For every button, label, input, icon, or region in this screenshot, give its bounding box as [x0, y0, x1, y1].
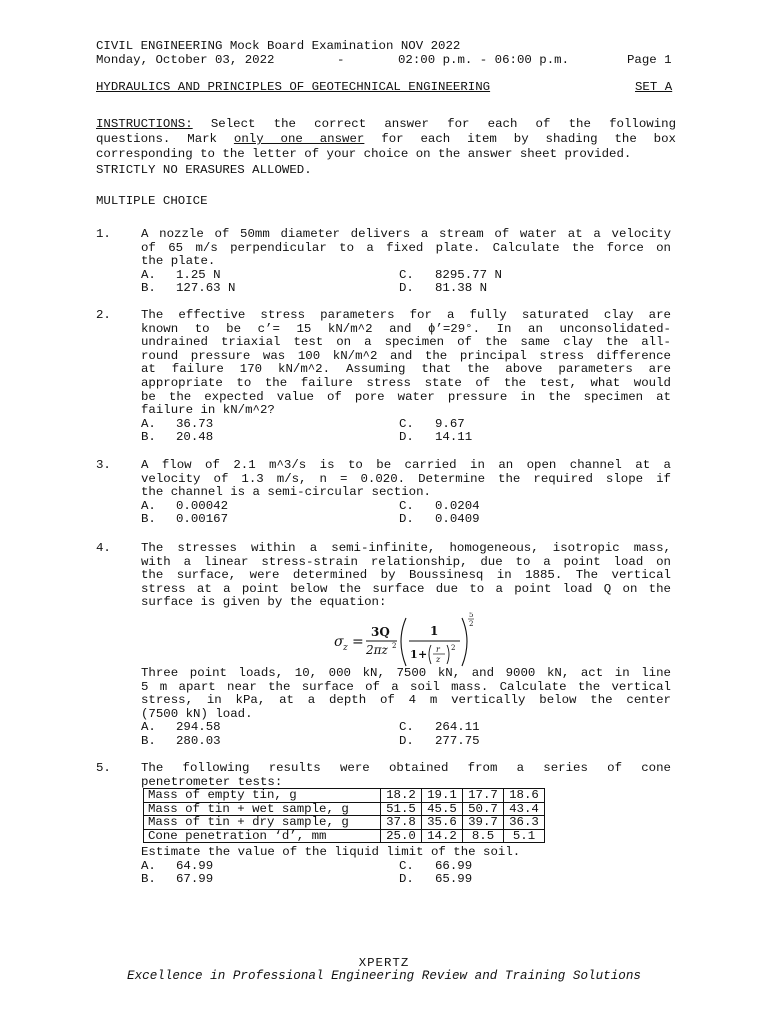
- choice-letter: D.: [399, 512, 414, 527]
- choice-letter: B.: [141, 512, 156, 527]
- instructions-text: questions. Mark: [96, 132, 217, 146]
- choice-b: 280.03: [176, 733, 221, 748]
- question-text: the surface, were determined by Boussinesq in 1885. The vertical: [141, 568, 671, 583]
- table-cell: 8.5: [463, 829, 504, 843]
- choice-row: [141, 418, 671, 432]
- table-cell: 18.2: [381, 789, 422, 803]
- table-cell: 14.2: [422, 829, 463, 843]
- choice-d: 277.75: [435, 733, 480, 748]
- formula-sigma-sub: z: [343, 643, 348, 653]
- choice-row: [141, 269, 671, 283]
- question-number: 5.: [96, 761, 111, 775]
- table-row: [144, 802, 545, 816]
- choice-letter: C.: [399, 720, 414, 735]
- choice-d: 0.0409: [435, 512, 480, 527]
- question-4: [141, 542, 671, 610]
- question-number: 4.: [96, 541, 111, 555]
- footer-tagline: Excellence in Professional Engineering Review and Training Solutions: [127, 969, 641, 983]
- choice-d: 81.38 N: [435, 281, 488, 296]
- formula-z: z: [436, 655, 441, 664]
- choice-letter: D.: [399, 872, 414, 887]
- boussinesq-formula: [330, 612, 490, 670]
- question-text: undrained triaxial test on a specimen of the same clay the all-: [141, 335, 671, 350]
- subject-title: HYDRAULICS AND PRINCIPLES OF GEOTECHNICAL ENGINEERING: [96, 80, 491, 94]
- choice-row: [141, 735, 671, 749]
- table-row-label: Mass of tin + dry sample, g: [144, 816, 381, 830]
- question-text: failure in kN/m^2?: [141, 403, 275, 418]
- question-text: 5 m apart near the surface of a soil mass. Calculate the vertical: [141, 679, 671, 694]
- formula-outer-exponent-den: 2: [469, 620, 474, 628]
- question-text: The following results were obtained from a series of cone: [141, 761, 671, 775]
- formula-denominator: 2πz: [366, 643, 388, 657]
- question-text: the plate.: [141, 254, 216, 269]
- choice-c: 0.0204: [435, 498, 480, 513]
- question-5: [141, 762, 671, 789]
- question-number: 1.: [96, 227, 111, 241]
- choice-b: 20.48: [176, 430, 214, 445]
- exam-time: 02:00 p.m. - 06:00 p.m.: [398, 53, 570, 67]
- table-cell: 36.3: [504, 816, 545, 830]
- choice-letter: D.: [399, 430, 414, 445]
- instructions-emphasis: only one answer: [233, 132, 365, 146]
- set-label: SET A: [635, 80, 673, 94]
- choice-letter: A.: [141, 858, 156, 873]
- table-cell: 37.8: [381, 816, 422, 830]
- choice-a: 0.00042: [176, 498, 229, 513]
- question-text: A nozzle of 50mm diameter delivers a stream of water at a velocity: [141, 227, 671, 241]
- table-row: [144, 789, 545, 803]
- page-number: Page 1: [627, 53, 672, 67]
- section-title: MULTIPLE CHOICE: [96, 194, 208, 208]
- choice-letter: C.: [399, 267, 414, 282]
- exam-dash: -: [337, 53, 345, 67]
- choice-c: 8295.77 N: [435, 267, 502, 282]
- question-3: [141, 459, 671, 527]
- choice-c: 264.11: [435, 720, 480, 735]
- formula-equals: =: [352, 634, 364, 650]
- formula-inner-numerator: 1: [430, 624, 439, 638]
- question-text: round pressure was 100 kN/m^2 and the principal stress difference: [141, 348, 671, 363]
- question-text: surface is given by the equation:: [141, 595, 387, 610]
- choice-row: [141, 431, 671, 445]
- question-text: A flow of 2.1 m^3/s is to be carried in an open channel at a: [141, 458, 671, 472]
- question-text: velocity of 1.3 m/s, n = 0.020. Determine the required slope if: [141, 471, 671, 486]
- choice-row: [141, 721, 671, 735]
- question-text: Estimate the value of the liquid limit of the soil.: [141, 845, 521, 859]
- exam-date: Monday, October 03, 2022: [96, 53, 275, 67]
- table-cell: 25.0: [381, 829, 422, 843]
- instructions-label: INSTRUCTIONS:: [96, 117, 193, 131]
- choice-b: 67.99: [176, 872, 214, 887]
- table-cell: 43.4: [504, 802, 545, 816]
- choice-letter: A.: [141, 720, 156, 735]
- choice-c: 66.99: [435, 858, 473, 873]
- instructions-line-4: STRICTLY NO ERASURES ALLOWED.: [96, 163, 312, 177]
- instructions-text: for each item by shading the box: [381, 132, 676, 146]
- table-row-label: Mass of empty tin, g: [144, 789, 381, 803]
- table-cell: 5.1: [504, 829, 545, 843]
- instructions-line-2: [96, 133, 676, 147]
- question-4-continued: [141, 667, 671, 749]
- choice-row: [141, 873, 671, 887]
- formula-sigma: σ: [334, 634, 344, 650]
- table-cell: 51.5: [381, 802, 422, 816]
- question-5-continued: [141, 846, 671, 887]
- table-cell: 50.7: [463, 802, 504, 816]
- choice-a: 36.73: [176, 416, 214, 431]
- formula-outer-exponent-num: 5: [469, 612, 474, 619]
- choice-letter: B.: [141, 872, 156, 887]
- question-2: [141, 309, 671, 445]
- choice-letter: A.: [141, 498, 156, 513]
- formula-r: r: [436, 645, 440, 654]
- choice-row: [141, 282, 671, 296]
- question-text: known to be c’= 15 kN/m^2 and ϕ’=29°. In an unconsolidated-: [141, 321, 671, 336]
- cone-penetrometer-table: [143, 788, 545, 843]
- question-text: the channel is a semi-circular section.: [141, 485, 431, 500]
- table-row: [144, 829, 545, 843]
- question-number: 2.: [96, 308, 111, 322]
- question-number: 3.: [96, 458, 111, 472]
- table-cell: 19.1: [422, 789, 463, 803]
- question-text: The effective stress parameters for a fully saturated clay are: [141, 308, 671, 322]
- formula-denominator-exponent: 2: [392, 642, 397, 650]
- choice-letter: D.: [399, 281, 414, 296]
- choice-letter: A.: [141, 416, 156, 431]
- choice-c: 9.67: [435, 416, 465, 431]
- footer-brand: XPERTZ: [358, 956, 410, 970]
- question-text: of 65 m/s perpendicular to a fixed plate. Calculate the force on: [141, 240, 671, 255]
- table-cell: 18.6: [504, 789, 545, 803]
- formula-inner-one: 1: [410, 648, 418, 661]
- formula-plus: +: [418, 648, 428, 661]
- table-cell: 45.5: [422, 802, 463, 816]
- question-text: appropriate to the failure stress state of the test, what would: [141, 375, 671, 390]
- choice-a: 1.25 N: [176, 267, 221, 282]
- choice-row: [141, 513, 671, 527]
- question-text: (7500 kN) load.: [141, 706, 253, 721]
- instructions-line-1: [96, 118, 676, 132]
- choice-letter: C.: [399, 498, 414, 513]
- choice-d: 14.11: [435, 430, 473, 445]
- table-cell: 39.7: [463, 816, 504, 830]
- table-row: [144, 816, 545, 830]
- question-text: The stresses within a semi-infinite, homogeneous, isotropic mass,: [141, 541, 671, 555]
- question-text: with a linear stress-strain relationship, due to a point load on: [141, 554, 671, 569]
- question-text: stress, in kPa, at a depth of 4 m vertically below the center: [141, 693, 671, 708]
- exam-title: CIVIL ENGINEERING Mock Board Examination NOV 2022: [96, 39, 461, 53]
- instructions-text: Select the correct answer for each of the following: [210, 117, 677, 131]
- choice-row: [141, 500, 671, 514]
- formula-inner-exponent: 2: [451, 644, 456, 652]
- question-text: stress at a point below the surface due to a point load Q on the: [141, 581, 671, 596]
- formula-numerator: 3Q: [371, 625, 390, 639]
- choice-letter: B.: [141, 733, 156, 748]
- question-text: Three point loads, 10, 000 kN, 7500 kN, and 9000 kN, act in line: [141, 666, 671, 680]
- choice-letter: D.: [399, 733, 414, 748]
- instructions-line-3: corresponding to the letter of your choice on the answer sheet provided.: [96, 147, 632, 161]
- choice-b: 0.00167: [176, 512, 229, 527]
- question-1: [141, 228, 671, 296]
- choice-row: [141, 860, 671, 874]
- choice-letter: B.: [141, 430, 156, 445]
- choice-b: 127.63 N: [176, 281, 236, 296]
- question-text: penetrometer tests:: [141, 774, 283, 789]
- table-cell: 17.7: [463, 789, 504, 803]
- question-text: be the expected value of pore water pressure in the specimen at: [141, 389, 671, 404]
- choice-letter: C.: [399, 858, 414, 873]
- choice-letter: C.: [399, 416, 414, 431]
- choice-a: 294.58: [176, 720, 221, 735]
- table-cell: 35.6: [422, 816, 463, 830]
- table-row-label: Cone penetration ‘d’, mm: [144, 829, 381, 843]
- choice-d: 65.99: [435, 872, 473, 887]
- table-row-label: Mass of tin + wet sample, g: [144, 802, 381, 816]
- choice-letter: B.: [141, 281, 156, 296]
- question-text: at failure 170 kN/m^2. Assuming that the above parameters are: [141, 362, 671, 377]
- choice-letter: A.: [141, 267, 156, 282]
- choice-a: 64.99: [176, 858, 214, 873]
